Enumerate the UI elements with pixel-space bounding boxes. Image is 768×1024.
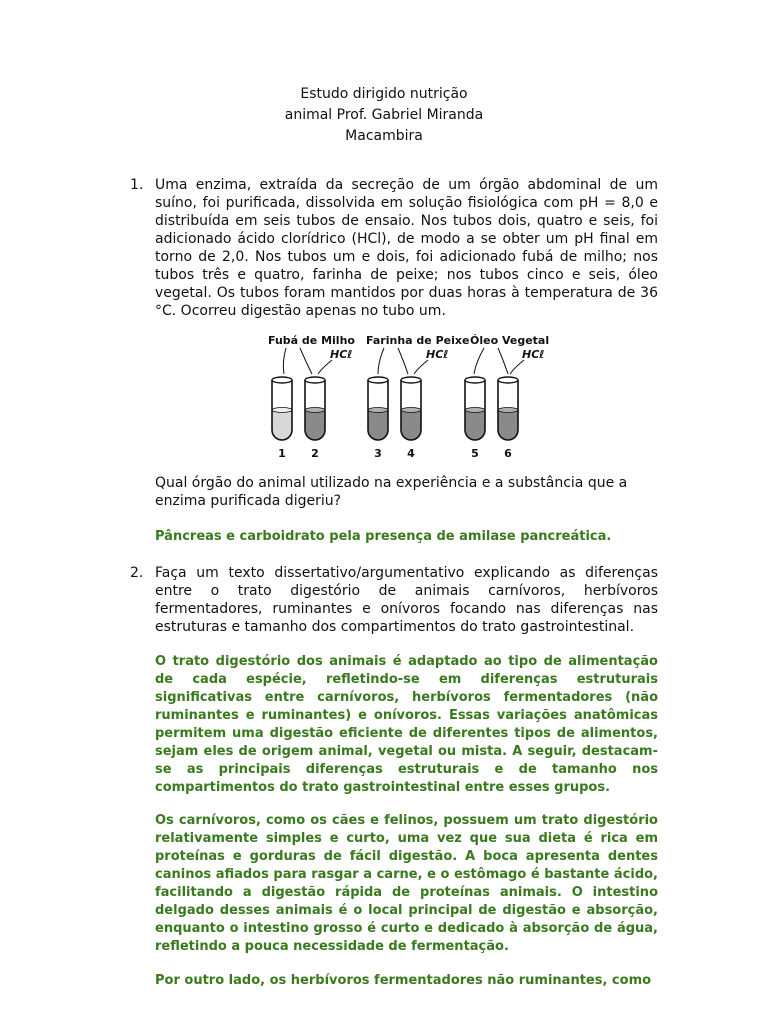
question-1-answer: Pâncreas e carboidrato pela presença de amilase pancreática. xyxy=(155,529,612,544)
tube-liquid xyxy=(305,410,325,440)
question-1-text: Uma enzima, extraída da secreção de um órgão abdominal de um suíno, foi purificada, dissolvida em solução fisiológica com pH = 8,0 e distribuída em seis tubos de ensaio. Nos tubos dois, quatro e seis, foi adicionado ácido clorídrico (HCl), de modo a se obter um pH final em torno de 2,0. Nos tubos um e dois, foi adicionado fubá de milho; nos tubos três e quatro, farinha de peixe; nos tubos cinco e seis, óleo vegetal. Os tubos foram mantidos por duas horas à temperatura de 36 °C. Ocorreu digestão apenas no tubo um. xyxy=(155,177,658,319)
question-2-text: Faça um texto dissertativo/argumentativo explicando as diferenças entre o trato digestório de animais carnívoros, herbívoros fermentadores, ruminantes e onívoros focando nas diferenças nas estruturas e tamanho dos compartimentos do trato gastrointestinal. xyxy=(155,565,658,635)
tube-liquid-surface xyxy=(465,408,485,413)
title-line-1: Estudo dirigido nutrição xyxy=(300,86,468,102)
tube-number-2: 2 xyxy=(311,447,319,460)
tube-liquid xyxy=(272,410,292,440)
tube-liquid-surface xyxy=(305,408,325,413)
tube-liquid-surface xyxy=(272,408,292,413)
label-oleo-vegetal: Óleo Vegetal xyxy=(470,334,550,347)
title-line-3: Macambira xyxy=(345,128,423,144)
tube-liquid xyxy=(401,410,421,440)
document-title xyxy=(0,84,768,147)
question-1-number: 1. xyxy=(130,177,144,193)
test-tube-6 xyxy=(498,377,518,440)
label-hcl-3: HCℓ xyxy=(522,348,545,361)
tubes-group xyxy=(272,377,518,440)
tube-rim xyxy=(368,377,388,383)
tube-liquid xyxy=(498,410,518,440)
label-hcl-2: HCℓ xyxy=(426,348,449,361)
tube-number-1: 1 xyxy=(278,447,286,460)
tube-rim xyxy=(401,377,421,383)
test-tube-3 xyxy=(368,377,388,440)
tube-liquid-surface xyxy=(498,408,518,413)
question-2-answer-paragraph-2: Os carnívoros, como os cães e felinos, possuem um trato digestório relativamente simples e curto, uma vez que sua dieta é rica em proteínas e gorduras de fácil digestão. A boca apresenta dentes caninos afiados para rasgar a carne, e o estômago é bastante ácido, facilitando a digestão rápida de proteínas animais. O intestino delgado desses animais é o local principal de digestão e absorção, enquanto o intestino grosso é curto e dedicado à absorção de água, refletindo a pouca necessidade de fermentação. xyxy=(155,813,658,954)
test-tube-2 xyxy=(305,377,325,440)
tube-number-6: 6 xyxy=(504,447,512,460)
tube-liquid-surface xyxy=(368,408,388,413)
test-tubes-figure xyxy=(262,330,550,460)
pointer-lines xyxy=(283,348,524,374)
title-line-2: animal Prof. Gabriel Miranda xyxy=(284,107,484,123)
tube-liquid xyxy=(465,410,485,440)
tube-number-4: 4 xyxy=(407,447,415,460)
tube-rim xyxy=(272,377,292,383)
tube-rim xyxy=(465,377,485,383)
test-tube-4 xyxy=(401,377,421,440)
tube-number-3: 3 xyxy=(374,447,382,460)
label-fuba-de-milho: Fubá de Milho xyxy=(268,334,355,347)
question-2-answer-paragraph-3: Por outro lado, os herbívoros fermentadores não ruminantes, como xyxy=(155,973,652,988)
question-1-prompt: Qual órgão do animal utilizado na experiência e a substância que a enzima purificada digeriu? xyxy=(155,475,628,509)
tube-rim xyxy=(498,377,518,383)
tube-rim xyxy=(305,377,325,383)
tube-liquid-surface xyxy=(401,408,421,413)
tube-number-5: 5 xyxy=(471,447,479,460)
test-tube-1 xyxy=(272,377,292,440)
label-hcl-1: HCℓ xyxy=(330,348,353,361)
label-farinha-de-peixe: Farinha de Peixe xyxy=(366,334,470,347)
test-tube-5 xyxy=(465,377,485,440)
tube-liquid xyxy=(368,410,388,440)
question-2-number: 2. xyxy=(130,565,144,581)
question-2-answer-paragraph-1: O trato digestório dos animais é adaptado ao tipo de alimentação de cada espécie, refletindo-se em diferenças estruturais significativas entre carnívoros, herbívoros fermentadores (não ruminantes e ruminantes) e onívoros. Essas variações anatômicas permitem uma digestão eficiente de diferentes tipos de alimentos, sejam eles de origem animal, vegetal ou mista. A seguir, destacam-se as principais diferenças estruturais e de tamanho nos compartimentos do trato gastrointestinal entre esses grupos. xyxy=(155,654,658,795)
